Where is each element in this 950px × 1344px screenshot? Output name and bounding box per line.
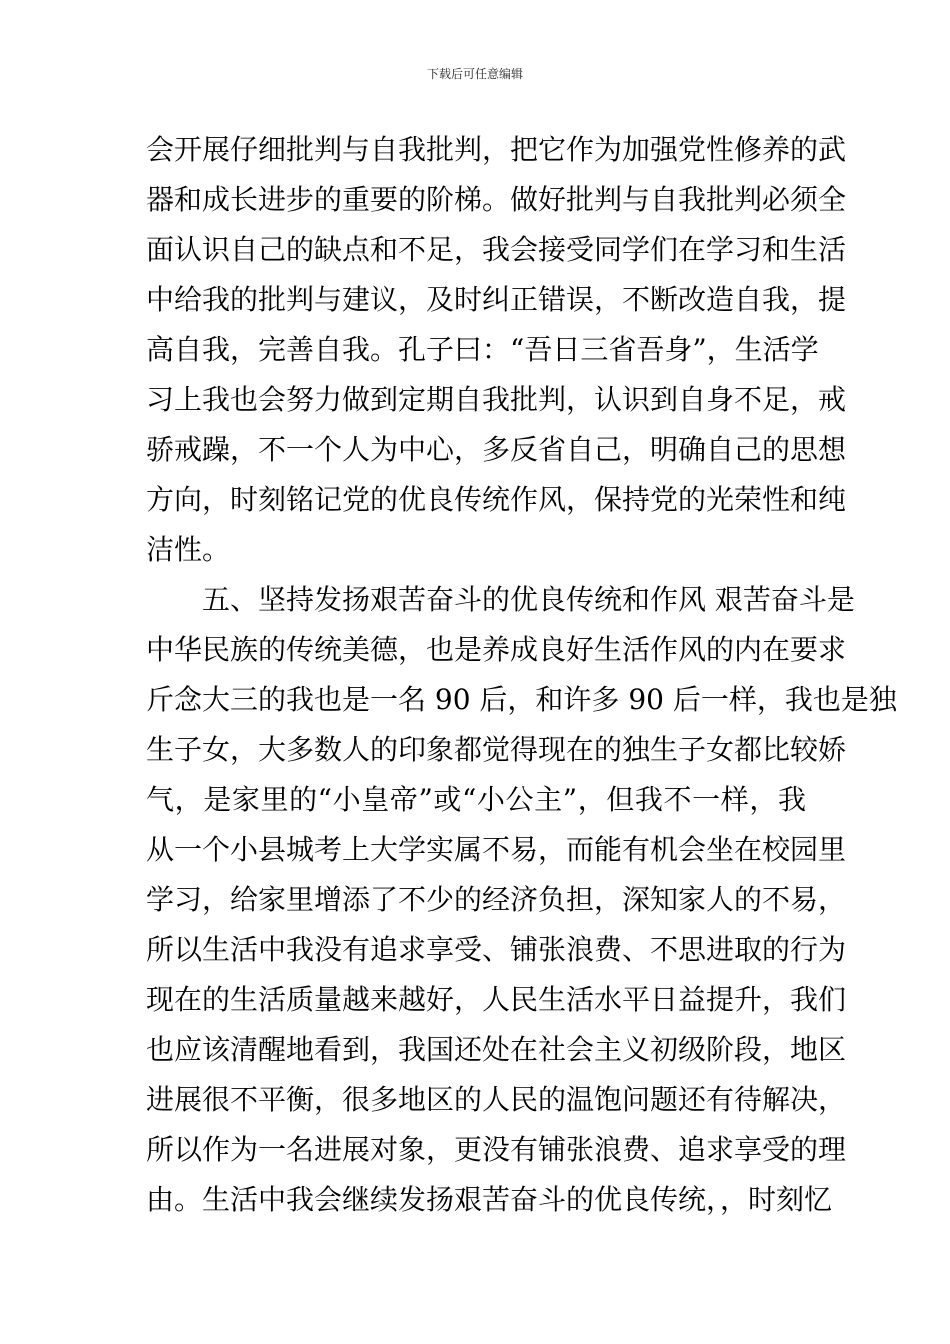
- page-header-note: 下载后可任意编辑: [426, 67, 523, 81]
- text-line: 面认识自己的缺点和不足，我会接受同学们在学习和生活: [146, 233, 847, 266]
- text-line: 会开展仔细批判与自我批判，把它作为加强党性修养的武: [146, 133, 847, 166]
- text-line: 现在的生活质量越来越好，人民生活水平日益提升，我们: [146, 983, 847, 1016]
- text-line: 方向，时刻铭记党的优良传统作风，保持党的光荣性和纯: [146, 483, 847, 516]
- text-line: 也应该清醒地看到，我国还处在社会主义初级阶段，地区: [146, 1033, 847, 1066]
- text-line: 所以生活中我没有追求享受、铺张浪费、不思进取的行为: [146, 933, 847, 966]
- text-line: 骄戒躁，不一个人为中心，多反省自己，明确自己的思想: [146, 433, 847, 466]
- document-body: [146, 125, 897, 1225]
- text-line: 斤念大三的我也是一名 90 后，和许多 90 后一样，我也是独: [146, 683, 897, 716]
- text-line: 高自我，完善自我。孔子曰：“吾日三省吾身”，生活学: [146, 333, 819, 366]
- text-line: 由。生活中我会继续发扬艰苦奋斗的优良传统，，时刻忆: [146, 1183, 833, 1216]
- text-line: 习上我也会努力做到定期自我批判，认识到自身不足，戒: [146, 383, 847, 416]
- text-line: 洁性。: [146, 533, 231, 566]
- text-line: 气，是家里的“小皇帝”或“小公主”，但我不一样，我: [146, 783, 806, 816]
- text-line: 所以作为一名进展对象，更没有铺张浪费、追求享受的理: [146, 1133, 847, 1166]
- section-heading-line: 五、坚持发扬艰苦奋斗的优良传统和作风 艰苦奋斗是: [202, 583, 855, 616]
- text-line: 学习，给家里增添了不少的经济负担，深知家人的不易，: [146, 883, 847, 916]
- text-line: 从一个小县城考上大学实属不易，而能有机会坐在校园里: [146, 833, 847, 866]
- text-line: 中华民族的传统美德，也是养成良好生活作风的内在要求: [146, 633, 847, 666]
- text-line: 进展很不平衡，很多地区的人民的温饱问题还有待解决，: [146, 1083, 847, 1116]
- text-line: 中给我的批判与建议，及时纠正错误，不断改造自我，提: [146, 283, 847, 316]
- text-line: 生子女，大多数人的印象都觉得现在的独生子女都比较娇: [146, 733, 847, 766]
- text-line: 器和成长进步的重要的阶梯。做好批判与自我批判必须全: [146, 183, 847, 216]
